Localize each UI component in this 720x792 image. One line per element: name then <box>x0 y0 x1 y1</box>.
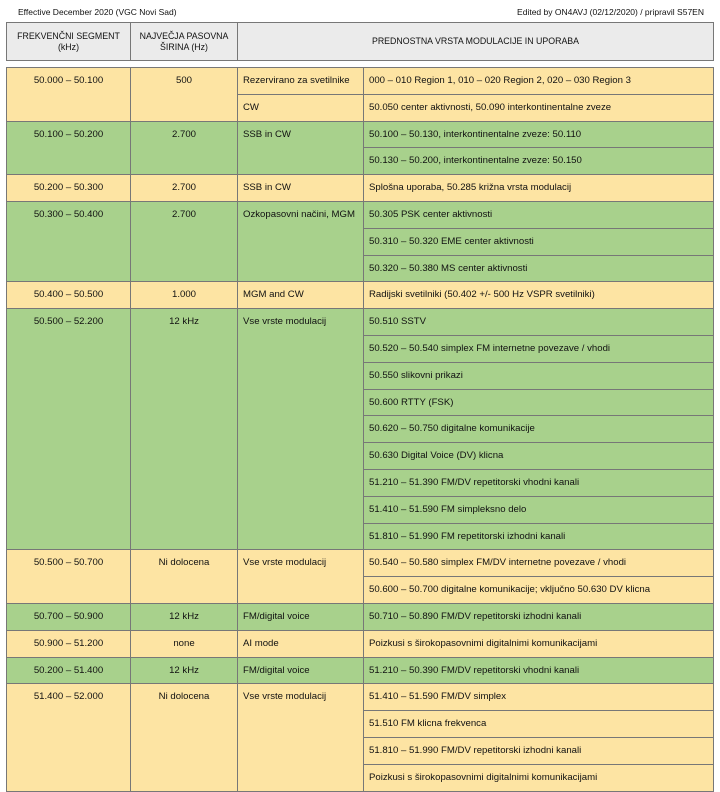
table-row <box>7 201 714 228</box>
usage-cell: 50.100 – 50.130, interkontinentalne zveze: 50.110 <box>364 121 714 148</box>
page-header <box>0 0 720 22</box>
bandwidth-cell: Ni dolocena <box>131 684 238 791</box>
table-row <box>7 550 714 577</box>
effective-note: Effective December 2020 (VGC Novi Sad) <box>18 7 177 17</box>
mode-cell: SSB in CW <box>238 121 364 175</box>
usage-cell: 50.130 – 50.200, interkontinentalne zveze: 50.150 <box>364 148 714 175</box>
bandwidth-cell: 2.700 <box>131 201 238 281</box>
bandwidth-cell: 12 kHz <box>131 657 238 684</box>
table-row <box>7 68 714 95</box>
usage-cell: 50.600 – 50.700 digitalne komunikacije; vključno 50.630 DV klicna <box>364 577 714 604</box>
usage-cell: 000 – 010 Region 1, 010 – 020 Region 2, 020 – 030 Region 3 <box>364 68 714 95</box>
table-row <box>7 282 714 309</box>
bandwidth-cell: 2.700 <box>131 175 238 202</box>
table-row <box>7 121 714 148</box>
mode-cell: Vse vrste modulacij <box>238 550 364 604</box>
bandplan-table <box>6 22 714 792</box>
usage-cell: 50.320 – 50.380 MS center aktivnosti <box>364 255 714 282</box>
mode-cell: Ozkopasovni načini, MGM <box>238 201 364 281</box>
segment-cell: 50.500 – 52.200 <box>7 309 131 550</box>
usage-cell: 50.550 slikovni prikazi <box>364 362 714 389</box>
mode-cell: Vse vrste modulacij <box>238 309 364 550</box>
table-row <box>7 603 714 630</box>
segment-cell: 50.000 – 50.100 <box>7 68 131 122</box>
usage-cell: 50.600 RTTY (FSK) <box>364 389 714 416</box>
mode-cell: Vse vrste modulacij <box>238 684 364 791</box>
usage-cell: 51.810 – 51.990 FM/DV repetitorski izhodni kanali <box>364 737 714 764</box>
bandwidth-cell: 12 kHz <box>131 309 238 550</box>
usage-cell: 50.520 – 50.540 simplex FM internetne povezave / vhodi <box>364 335 714 362</box>
usage-cell: 51.210 – 50.390 FM/DV repetitorski vhodni kanali <box>364 657 714 684</box>
bandwidth-cell: 500 <box>131 68 238 122</box>
mode-cell: SSB in CW <box>238 175 364 202</box>
segment-cell: 50.300 – 50.400 <box>7 201 131 281</box>
bandwidth-cell: none <box>131 630 238 657</box>
header-row <box>7 23 714 61</box>
table-row <box>7 309 714 336</box>
bandwidth-cell: Ni dolocena <box>131 550 238 604</box>
usage-cell: 50.050 center aktivnosti, 50.090 interkontinentalne zveze <box>364 94 714 121</box>
usage-cell: 51.410 – 51.590 FM/DV simplex <box>364 684 714 711</box>
table-row <box>7 175 714 202</box>
segment-cell: 50.100 – 50.200 <box>7 121 131 175</box>
usage-cell: 51.410 – 51.590 FM simpleksno delo <box>364 496 714 523</box>
spacer-row <box>7 61 714 68</box>
bandwidth-cell: 1.000 <box>131 282 238 309</box>
usage-cell: 50.620 – 50.750 digitalne komunikacije <box>364 416 714 443</box>
table-row <box>7 657 714 684</box>
usage-cell: 50.630 Digital Voice (DV) klicna <box>364 443 714 470</box>
col-header-bandwidth: NAJVEČJA PASOVNA ŠIRINA (Hz) <box>131 23 238 61</box>
mode-cell: FM/digital voice <box>238 603 364 630</box>
usage-cell: 50.540 – 50.580 simplex FM/DV internetne povezave / vhodi <box>364 550 714 577</box>
table-row <box>7 684 714 711</box>
table-body <box>7 61 714 792</box>
segment-cell: 50.200 – 50.300 <box>7 175 131 202</box>
mode-cell: Rezervirano za svetilnike <box>238 68 364 95</box>
usage-cell: Poizkusi s širokopasovnimi digitalnimi komunikacijami <box>364 764 714 791</box>
usage-cell: 51.510 FM klicna frekvenca <box>364 711 714 738</box>
segment-cell: 50.400 – 50.500 <box>7 282 131 309</box>
segment-cell: 51.400 – 52.000 <box>7 684 131 791</box>
mode-cell: MGM and CW <box>238 282 364 309</box>
col-header-segment: FREKVENČNI SEGMENT (kHz) <box>7 23 131 61</box>
bandwidth-cell: 2.700 <box>131 121 238 175</box>
usage-cell: 50.305 PSK center aktivnosti <box>364 201 714 228</box>
usage-cell: Poizkusi s širokopasovnimi digitalnimi komunikacijami <box>364 630 714 657</box>
segment-cell: 50.500 – 50.700 <box>7 550 131 604</box>
mode-cell: FM/digital voice <box>238 657 364 684</box>
usage-cell: 50.710 – 50.890 FM/DV repetitorski izhodni kanali <box>364 603 714 630</box>
usage-cell: Radijski svetilniki (50.402 +/- 500 Hz VSPR svetilniki) <box>364 282 714 309</box>
usage-cell: 50.310 – 50.320 EME center aktivnosti <box>364 228 714 255</box>
editor-note: Edited by ON4AVJ (02/12/2020) / pripravil S57EN <box>517 7 704 17</box>
usage-cell: 51.810 – 51.990 FM repetitorski izhodni kanali <box>364 523 714 550</box>
col-header-usage: PREDNOSTNA VRSTA MODULACIJE IN UPORABA <box>238 23 714 61</box>
segment-cell: 50.200 – 51.400 <box>7 657 131 684</box>
usage-cell: 51.210 – 51.390 FM/DV repetitorski vhodni kanali <box>364 469 714 496</box>
mode-cell: CW <box>238 94 364 121</box>
segment-cell: 50.900 – 51.200 <box>7 630 131 657</box>
usage-cell: Splošna uporaba, 50.285 križna vrsta modulacij <box>364 175 714 202</box>
segment-cell: 50.700 – 50.900 <box>7 603 131 630</box>
bandwidth-cell: 12 kHz <box>131 603 238 630</box>
table-row <box>7 630 714 657</box>
mode-cell: AI mode <box>238 630 364 657</box>
usage-cell: 50.510 SSTV <box>364 309 714 336</box>
